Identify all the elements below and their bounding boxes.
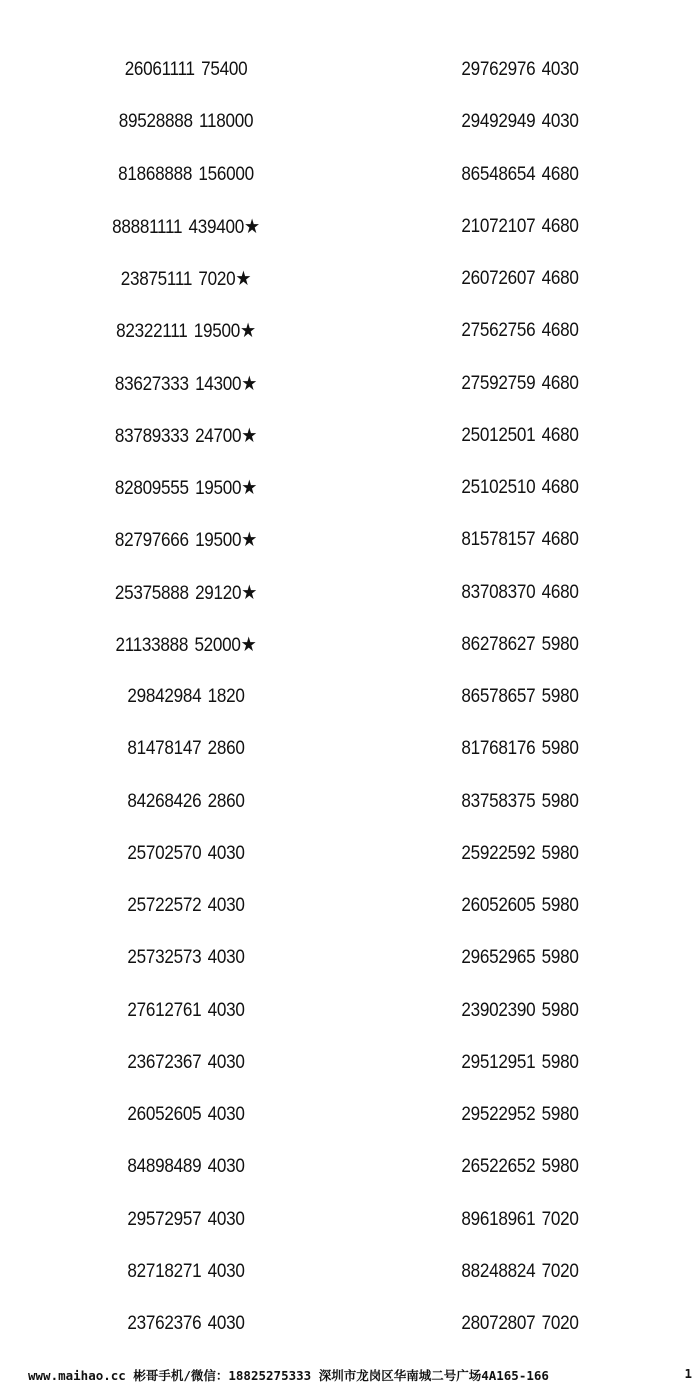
star-icon: ★: [235, 268, 252, 290]
list-item: [385, 1298, 655, 1350]
price: 19500: [193, 321, 241, 343]
phone-number: 29842984: [127, 686, 202, 707]
price: 5980: [541, 947, 579, 969]
list-item: [51, 985, 321, 1037]
list-item: [385, 305, 655, 357]
phone-number: 82322111: [116, 321, 188, 343]
price: 7020: [198, 269, 236, 290]
right-column: [370, 44, 670, 1350]
list-item: [385, 985, 655, 1037]
list-item: [51, 305, 321, 357]
phone-number: 29522952: [461, 1104, 536, 1125]
price: 29120: [195, 582, 242, 604]
phone-number: 29572957: [127, 1208, 202, 1230]
list-item: [385, 514, 655, 566]
list-item: [385, 567, 655, 619]
price: 4030: [207, 1104, 245, 1125]
star-icon: ★: [241, 477, 258, 499]
price: 5980: [541, 686, 579, 707]
list-item: [51, 253, 321, 305]
list-item: [51, 201, 321, 253]
list-item: [385, 1246, 655, 1298]
phone-number: 81578157: [461, 529, 536, 551]
price: 4030: [207, 1051, 245, 1073]
phone-number: 82797666: [114, 530, 189, 552]
phone-number: 88881111: [112, 216, 183, 238]
list-item: [385, 1089, 655, 1141]
list-item: [51, 723, 321, 775]
price: 52000: [194, 634, 241, 656]
phone-number: 29492949: [461, 111, 536, 133]
list-item: [51, 1194, 321, 1246]
phone-number: 27592759: [461, 372, 536, 394]
price: 4030: [207, 947, 245, 969]
star-icon: ★: [243, 215, 260, 238]
phone-number: 25702570: [127, 842, 202, 864]
phone-number: 29652965: [461, 947, 536, 969]
footer-text: www.maihao.cc 彬哥手机/微信：18825275333 深圳市龙岗区华南城二号广场4A165-166: [28, 1368, 549, 1383]
list-item: [51, 149, 321, 201]
list-item: [51, 462, 321, 514]
list-item: [51, 567, 321, 619]
list-item: [51, 880, 321, 932]
phone-number: 21072107: [461, 215, 536, 237]
price: 5980: [541, 633, 579, 655]
phone-number: 82809555: [114, 478, 189, 499]
phone-number: 29512951: [461, 1051, 536, 1073]
list-item: [385, 44, 655, 96]
phone-number: 26061111: [124, 59, 195, 80]
list-item: [385, 619, 655, 671]
phone-number: 81478147: [127, 738, 202, 760]
phone-number: 25722572: [127, 895, 202, 916]
phone-number: 23762376: [127, 1313, 202, 1334]
list-item: [51, 671, 321, 723]
price: 4030: [541, 59, 579, 80]
list-item: [51, 358, 321, 410]
price: 156000: [198, 163, 254, 185]
list-item: [385, 880, 655, 932]
price: 4680: [541, 477, 579, 498]
list-item: [385, 723, 655, 775]
list-item: [51, 1298, 321, 1350]
phone-number: 25375888: [114, 582, 189, 604]
price: 4030: [207, 1313, 245, 1334]
price: 4030: [207, 999, 245, 1021]
phone-number: 84898489: [127, 1156, 202, 1178]
phone-number: 26072607: [461, 268, 536, 289]
star-icon: ★: [241, 424, 258, 447]
phone-number: 29762976: [461, 59, 536, 80]
price: 4680: [541, 215, 579, 237]
list-item: [51, 1037, 321, 1089]
price: 4030: [207, 842, 245, 864]
price: 19500: [195, 530, 242, 552]
phone-number: 84268426: [127, 790, 202, 812]
phone-number: 26052605: [461, 895, 536, 916]
list-item: [385, 1037, 655, 1089]
price: 75400: [201, 59, 248, 80]
list-item: [51, 410, 321, 462]
star-icon: ★: [241, 581, 258, 604]
left-column: [36, 44, 336, 1350]
price: 4680: [541, 529, 579, 551]
price: 7020: [541, 1208, 579, 1230]
price: 5980: [541, 1104, 579, 1125]
list-item: [385, 149, 655, 201]
phone-number: 81768176: [461, 738, 536, 760]
phone-number: 23875111: [120, 269, 193, 290]
price: 4680: [541, 163, 579, 185]
price: 24700: [195, 425, 242, 447]
list-item: [51, 96, 321, 148]
price: 5980: [541, 1051, 579, 1073]
phone-number: 25732573: [127, 947, 202, 969]
price: 439400: [188, 216, 244, 238]
price: 4680: [541, 268, 579, 289]
phone-number: 83708370: [461, 581, 536, 603]
phone-number: 27612761: [127, 999, 202, 1021]
list-item: [385, 932, 655, 984]
price: 4680: [541, 372, 579, 394]
list-item: [51, 776, 321, 828]
price: 1820: [207, 686, 245, 707]
phone-number: 83627333: [114, 373, 189, 395]
star-icon: ★: [240, 320, 256, 343]
phone-number: 81868888: [118, 163, 193, 185]
page-number: 1: [684, 1366, 692, 1381]
footer: [28, 1366, 692, 1384]
phone-number: 23672367: [127, 1051, 202, 1073]
price: 5980: [541, 842, 579, 864]
price: 4030: [207, 1156, 245, 1178]
price: 5980: [541, 999, 579, 1021]
phone-number: 83758375: [461, 790, 536, 812]
phone-number: 26522652: [461, 1156, 536, 1178]
list-item: [385, 253, 655, 305]
list-item: [51, 514, 321, 566]
list-item: [51, 619, 321, 671]
list-item: [385, 776, 655, 828]
price: 7020: [541, 1260, 579, 1282]
price: 4030: [541, 111, 579, 133]
price: 19500: [195, 478, 242, 499]
price: 5980: [541, 738, 579, 760]
price: 4680: [541, 581, 579, 603]
phone-number: 25922592: [461, 842, 536, 864]
phone-number: 27562756: [461, 320, 536, 342]
phone-number: 25102510: [461, 477, 536, 498]
price: 5980: [541, 895, 579, 916]
price: 5980: [541, 790, 579, 812]
phone-number: 89528888: [118, 111, 193, 133]
price: 4680: [541, 320, 579, 342]
list-item: [385, 828, 655, 880]
price: 2860: [207, 738, 245, 760]
star-icon: ★: [241, 372, 258, 395]
price: 118000: [199, 111, 254, 133]
list-item: [51, 1141, 321, 1193]
phone-number: 21133888: [115, 634, 189, 656]
price: 2860: [207, 790, 245, 812]
list-item: [385, 201, 655, 253]
list-item: [385, 1194, 655, 1246]
phone-number: 83789333: [114, 425, 189, 447]
list-item: [385, 462, 655, 514]
list-item: [385, 671, 655, 723]
phone-number: 28072807: [461, 1313, 536, 1334]
phone-number: 82718271: [127, 1260, 202, 1282]
list-item: [51, 932, 321, 984]
price: 5980: [541, 1156, 579, 1178]
phone-number: 23902390: [461, 999, 536, 1021]
phone-number: 86278627: [461, 633, 536, 655]
list-item: [385, 1141, 655, 1193]
phone-number: 25012501: [461, 424, 536, 446]
list-item: [51, 1089, 321, 1141]
price: 7020: [541, 1313, 579, 1334]
phone-number: 88248824: [461, 1260, 536, 1282]
phone-number: 86578657: [461, 686, 536, 707]
star-icon: ★: [240, 633, 257, 656]
price: 14300: [195, 373, 242, 395]
price: 4030: [207, 1260, 245, 1282]
price: 4030: [207, 895, 245, 916]
phone-number: 86548654: [461, 163, 536, 185]
price: 4680: [541, 424, 579, 446]
phone-number: 26052605: [127, 1104, 202, 1125]
star-icon: ★: [241, 529, 258, 552]
phone-number: 89618961: [461, 1208, 536, 1230]
list-item: [51, 828, 321, 880]
price: 4030: [207, 1208, 245, 1230]
list-item: [385, 358, 655, 410]
list-item: [51, 44, 321, 96]
list-item: [385, 96, 655, 148]
list-item: [51, 1246, 321, 1298]
list-item: [385, 410, 655, 462]
